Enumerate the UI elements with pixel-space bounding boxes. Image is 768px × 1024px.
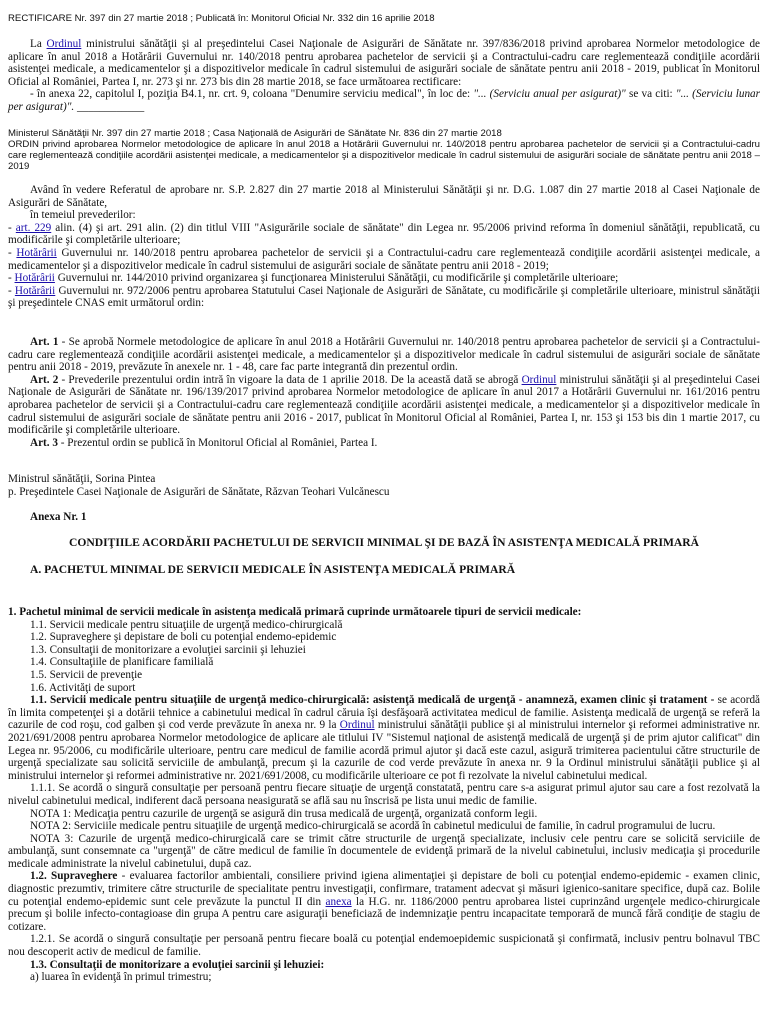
section-1-3-heading: 1.3. Consultaţii de monitorizare a evoluţiei sarcinii şi lehuziei: bbox=[30, 958, 325, 971]
list-item: 1.3. Consultaţii de monitorizare a evoluţiei sarcinii şi lehuziei bbox=[30, 643, 306, 656]
section-1-2: 1.2. Supraveghere - evaluarea factorilor ambientali, consiliere privind igiena alimentaţiei şi depistare de boli cu potenţial endemo-epidemic - examen clinic, diagnostic prezumtiv, trimitere către structurile de specialitate pentru investigaţii, confirmare, tratament adecvat şi măsuri igienico-sanitare specifice, după caz. Bolile cu potenţial endemo-epidemic sunt cele prevăzute la punctul II din anexa la H.G. nr. 1186/2000 pentru aprobarea listei cuprinzând urgenţele medico-chirurgicale precum şi bolile infecto-contagioase din grupa A pentru care asiguraţii beneficiază de indemnizaţie pentru incapacitate temporară de muncă fără condiţie de stagiu de cotizare. bbox=[8, 870, 761, 933]
hg-140-link[interactable]: Hotărârii bbox=[16, 246, 57, 259]
preambul-referat: Având în vedere Referatul de aprobare nr. S.P. 2.827 din 27 martie 2018 al Ministerului Sănătăţii şi nr. D.G. 1.087 din 27 martie 2018 al Casei Naţionale de Asigurări de Sănătate, bbox=[8, 184, 760, 209]
section-1-heading: 1. Pachetul minimal de servicii medicale în asistenţa medicală primară cuprinde următoarele tipuri de servicii medicale: bbox=[8, 606, 582, 618]
semnatura-ministru: Ministrul sănătăţii, Sorina Pintea bbox=[8, 473, 156, 485]
section-1-3-a: a) luarea în evidenţă în primul trimestru; bbox=[30, 971, 212, 984]
temei-item-3: - Hotărârii Guvernului nr. 144/2010 privind organizarea şi funcţionarea Ministerului Sănătăţii, cu modificările şi completările ulterioare; bbox=[8, 272, 619, 285]
preambul bbox=[8, 184, 760, 310]
anexa-subtitle-text: A. PACHETUL MINIMAL DE SERVICII MEDICALE ÎN ASISTENŢA MEDICALĂ PRIMARĂ bbox=[30, 563, 516, 576]
list-item: 1.1. Servicii medicale pentru situaţiile de urgenţă medico-chirurgicală bbox=[30, 618, 343, 631]
hg-144-link[interactable]: Hotărârii bbox=[14, 272, 55, 285]
pachet-minimal bbox=[8, 606, 760, 984]
semnatura-presedinte: p. Preşedintele Casei Naţionale de Asigurări de Sănătate, Răzvan Teohari Vulcănescu bbox=[8, 485, 390, 498]
temei-item-4: - Hotărârii Guvernului nr. 972/2006 pentru aprobarea Statutului Casei Naţionale de Asigurări de Sănătate, cu modificările şi completările ulterioare, ministrul sănătăţii şi preşedintele CNAS emit următorul ordin: bbox=[8, 284, 760, 310]
section-1-1: 1.1. Servicii medicale pentru situaţiile de urgenţă medico-chirurgicală: asistenţă medicală de urgenţă - anamneză, examen clinic şi tratament - se acordă în limita competenţei şi a dotării tehnice a cabinetului medical în cadrul căruia îşi desfăşoară activitatea medicul de familie. Asistenţa medicală de urgenţă se referă la cazurile de cod roşu, cod galben şi cod verde prevăzute în anexa nr. 9 la Ordinul ministrului sănătăţii publice şi al ministrului internelor şi reformei administrative nr. 2021/691/2008 pentru aprobarea Normelor metodologice de aplicare ale titlului IV "Sistemul naţional de asistenţă medicală de urgenţă şi de prim ajutor calificat" din Legea nr. 95/2006, cu modificările ulterioare, pentru care medicul de familie acordă primul ajutor şi dacă este cazul, asigură trimiterea pacientului către structurile de urgenţă specializate sau solicită serviciile de ambulanţă, precum şi la cazurile de cod verde prevăzute în anexa nr. 9 la Ordinul ministrului sănătăţii publice şi al ministrului internelor şi reformei administrative nr. 2021/691/2008, cu modificările ulterioare ce pot fi rezolvate la nivelul cabinetului medical. bbox=[8, 694, 760, 782]
rectificare-header bbox=[8, 13, 760, 24]
ordin-header bbox=[8, 128, 760, 172]
rectificare-header-text: RECTIFICARE Nr. 397 din 27 martie 2018 ; Publicată în: Monitorul Oficial Nr. 332 din 16 aprilie 2018 bbox=[8, 13, 435, 24]
anexa-label-block bbox=[8, 511, 760, 524]
hg-972-link[interactable]: Hotărârii bbox=[14, 284, 56, 297]
list-item: 1.4. Consultaţiile de planificare familială bbox=[30, 656, 214, 669]
nota-1: NOTA 1: Medicaţia pentru cazurile de urgenţă se asigură din trusa medicală de urgenţă, organizată conform legii. bbox=[30, 807, 538, 820]
art-1: Art. 1 - Se aprobă Normele metodologice de aplicare în anul 2018 a Hotărârii Guvernului nr. 140/2018 pentru aprobarea pachetelor de servicii şi a Contractului-cadru care reglementează condiţiile acordării asistenţei medicale, a medicamentelor şi a dispozitivelor medicale în cadrul sistemului de asigurări sociale de sănătate pentru anii 2018 - 2019, prevăzute în anexele nr. 1 - 48, care fac parte integrantă din prezentul ordin. bbox=[8, 336, 760, 374]
art-2: Art. 2 - Prevederile prezentului ordin intră în vigoare la data de 1 aprilie 2018. De la această dată se abrogă Ordinul ministrului sănătăţii şi al preşedintelui Casei Naţionale de Asigurări de Sănătate nr. 196/139/2017 privind aprobarea Normelor metodologice de aplicare în anul 2017 a Hotărârii Guvernului nr. 161/2016 pentru aprobarea pachetelor de servicii şi a Contractului-cadru care reglementează condiţiile acordării asistenţei medicale, a medicamentelor şi a dispozitivelor medicale în cadrul sistemului de asigurări sociale de sănătate pentru anii 2016 - 2017, publicat în Monitorul Oficial al României, Partea I, nr. 153 şi 153 bis din 1 martie 2017, cu modificările şi completările ulterioare. bbox=[8, 373, 760, 437]
ordin-issuers: Ministerul Sănătăţii Nr. 397 din 27 martie 2018 ; Casa Naţională de Asigurări de Sănătate Nr. 836 din 27 martie 2018 bbox=[8, 128, 502, 139]
ordinul-abrogat-link[interactable]: Ordinul bbox=[521, 373, 557, 386]
list-item: 1.5. Servicii de prevenţie bbox=[30, 668, 143, 681]
art-3: Art. 3 - Prezentul ordin se publică în Monitorul Oficial al României, Partea I. bbox=[30, 436, 378, 449]
temei-item-1: - art. 229 alin. (4) şi art. 291 alin. (2) din titlul VIII "Asigurările sociale de sănătate" din Legea nr. 95/2006 privind reforma în domeniul sănătăţii, republicată, cu modificările şi completările ulterioare; bbox=[8, 221, 760, 247]
section-1-1-1: 1.1.1. Se acordă o singură consultaţie per persoană pentru fiecare situaţie de urgenţă constatată, pentru care s-a asigurat primul ajutor sau care a fost rezolvată la nivelul cabinetului medical, indiferent dacă persoana neasigurată se află sau nu înscrisă pe lista unui medic de familie. bbox=[8, 782, 760, 807]
list-item: 1.6. Activităţi de suport bbox=[30, 681, 136, 694]
rectificare-body bbox=[8, 38, 760, 114]
rectificare-item: - în anexa 22, capitolul I, poziţia B4.1, nr. crt. 9, coloana "Denumire serviciu medical", în loc de: "... (Serviciu anual per asigurat)" se va citi: "... (Serviciu lunar per asigurat)". ____________ bbox=[8, 88, 760, 113]
ordin-title: ORDIN privind aprobarea Normelor metodologice de aplicare în anul 2018 a Hotărârii Guvernului nr. 140/2018 pentru aprobarea pachetelor de servicii şi a Contractului-cadru care reglementează condiţiile acordării asistenţei medicale, a medicamentelor şi a dispozitivelor medicale în cadrul sistemului de asigurări sociale de sănătate pentru anii 2018 – 2019 bbox=[8, 139, 760, 172]
art-229-link[interactable]: art. 229 bbox=[15, 221, 52, 234]
anexa-link[interactable]: anexa bbox=[325, 895, 352, 908]
articole bbox=[8, 336, 760, 449]
anexa-title bbox=[8, 537, 760, 550]
rectificare-paragraph: La Ordinul ministrului sănătăţii şi al preşedintelui Casei Naţionale de Asigurări de Sănătate nr. 397/836/2018 privind aprobarea Normelor metodologice de aplicare în anul 2018 a Hotărârii Guvernului nr. 140/2018 pentru aprobarea pachetelor de servicii şi a Contractului-cadru care reglementează condiţiile acordării asistenţei medicale, a medicamentelor şi a dispozitivelor medicale în cadrul sistemului de asigurări sociale de sănătate pentru anii 2018 - 2019, publicat în Monitorul Oficial al României, Partea I, nr. 273 şi nr. 273 bis din 28 martie 2018, se face următoarea rectificare: bbox=[8, 38, 760, 88]
anexa-title-text: CONDIŢIILE ACORDĂRII PACHETULUI DE SERVICII MINIMAL ŞI DE BAZĂ ÎN ASISTENŢA MEDICALĂ PRIMARĂ bbox=[68, 536, 700, 549]
ordinul-2021-link[interactable]: Ordinul bbox=[339, 719, 375, 732]
nota-2: NOTA 2: Serviciile medicale pentru situaţiile de urgenţă medico-chirurgicală se acordă în cabinetul medicului de familie, în cadrul programului de lucru. bbox=[30, 820, 716, 833]
anexa-subtitle bbox=[8, 564, 760, 577]
temei-item-2: - Hotărârii Guvernului nr. 140/2018 pentru aprobarea pachetelor de servicii şi a Contractului-cadru care reglementează condiţiile acordării asistenţei medicale, a medicamentelor şi a dispozitivelor medicale în cadrul sistemului de asigurări sociale de sănătate pentru anii 2018 - 2019; bbox=[8, 246, 760, 272]
semnaturi bbox=[8, 473, 760, 498]
ordinul-link[interactable]: Ordinul bbox=[46, 38, 82, 50]
preambul-temei: în temeiul prevederilor: bbox=[30, 209, 136, 222]
section-1-2-1: 1.2.1. Se acordă o singură consultaţie per persoană pentru fiecare boală cu potenţial endemoepidemic suspicionată şi confirmată, inclusiv pentru bolnavul TBC nou descoperit activ de medicul de familie. bbox=[8, 933, 760, 959]
list-item: 1.2. Supraveghere şi depistare de boli cu potenţial endemo-epidemic bbox=[30, 631, 337, 644]
nota-3: NOTA 3: Cazurile de urgenţă medico-chirurgicală care se trimit către structurile de urgenţă specializate, inclusiv cele pentru care se solicită serviciile de ambulanţă, sunt consemnate ca "urgenţă" de către medicul de familie în documentele de evidenţă primară de la nivelul cabinetului, inclusiv medicaţia şi procedurile medicale administrate la nivelul cabinetului, după caz. bbox=[8, 832, 760, 870]
anexa-label: Anexa Nr. 1 bbox=[30, 511, 87, 523]
